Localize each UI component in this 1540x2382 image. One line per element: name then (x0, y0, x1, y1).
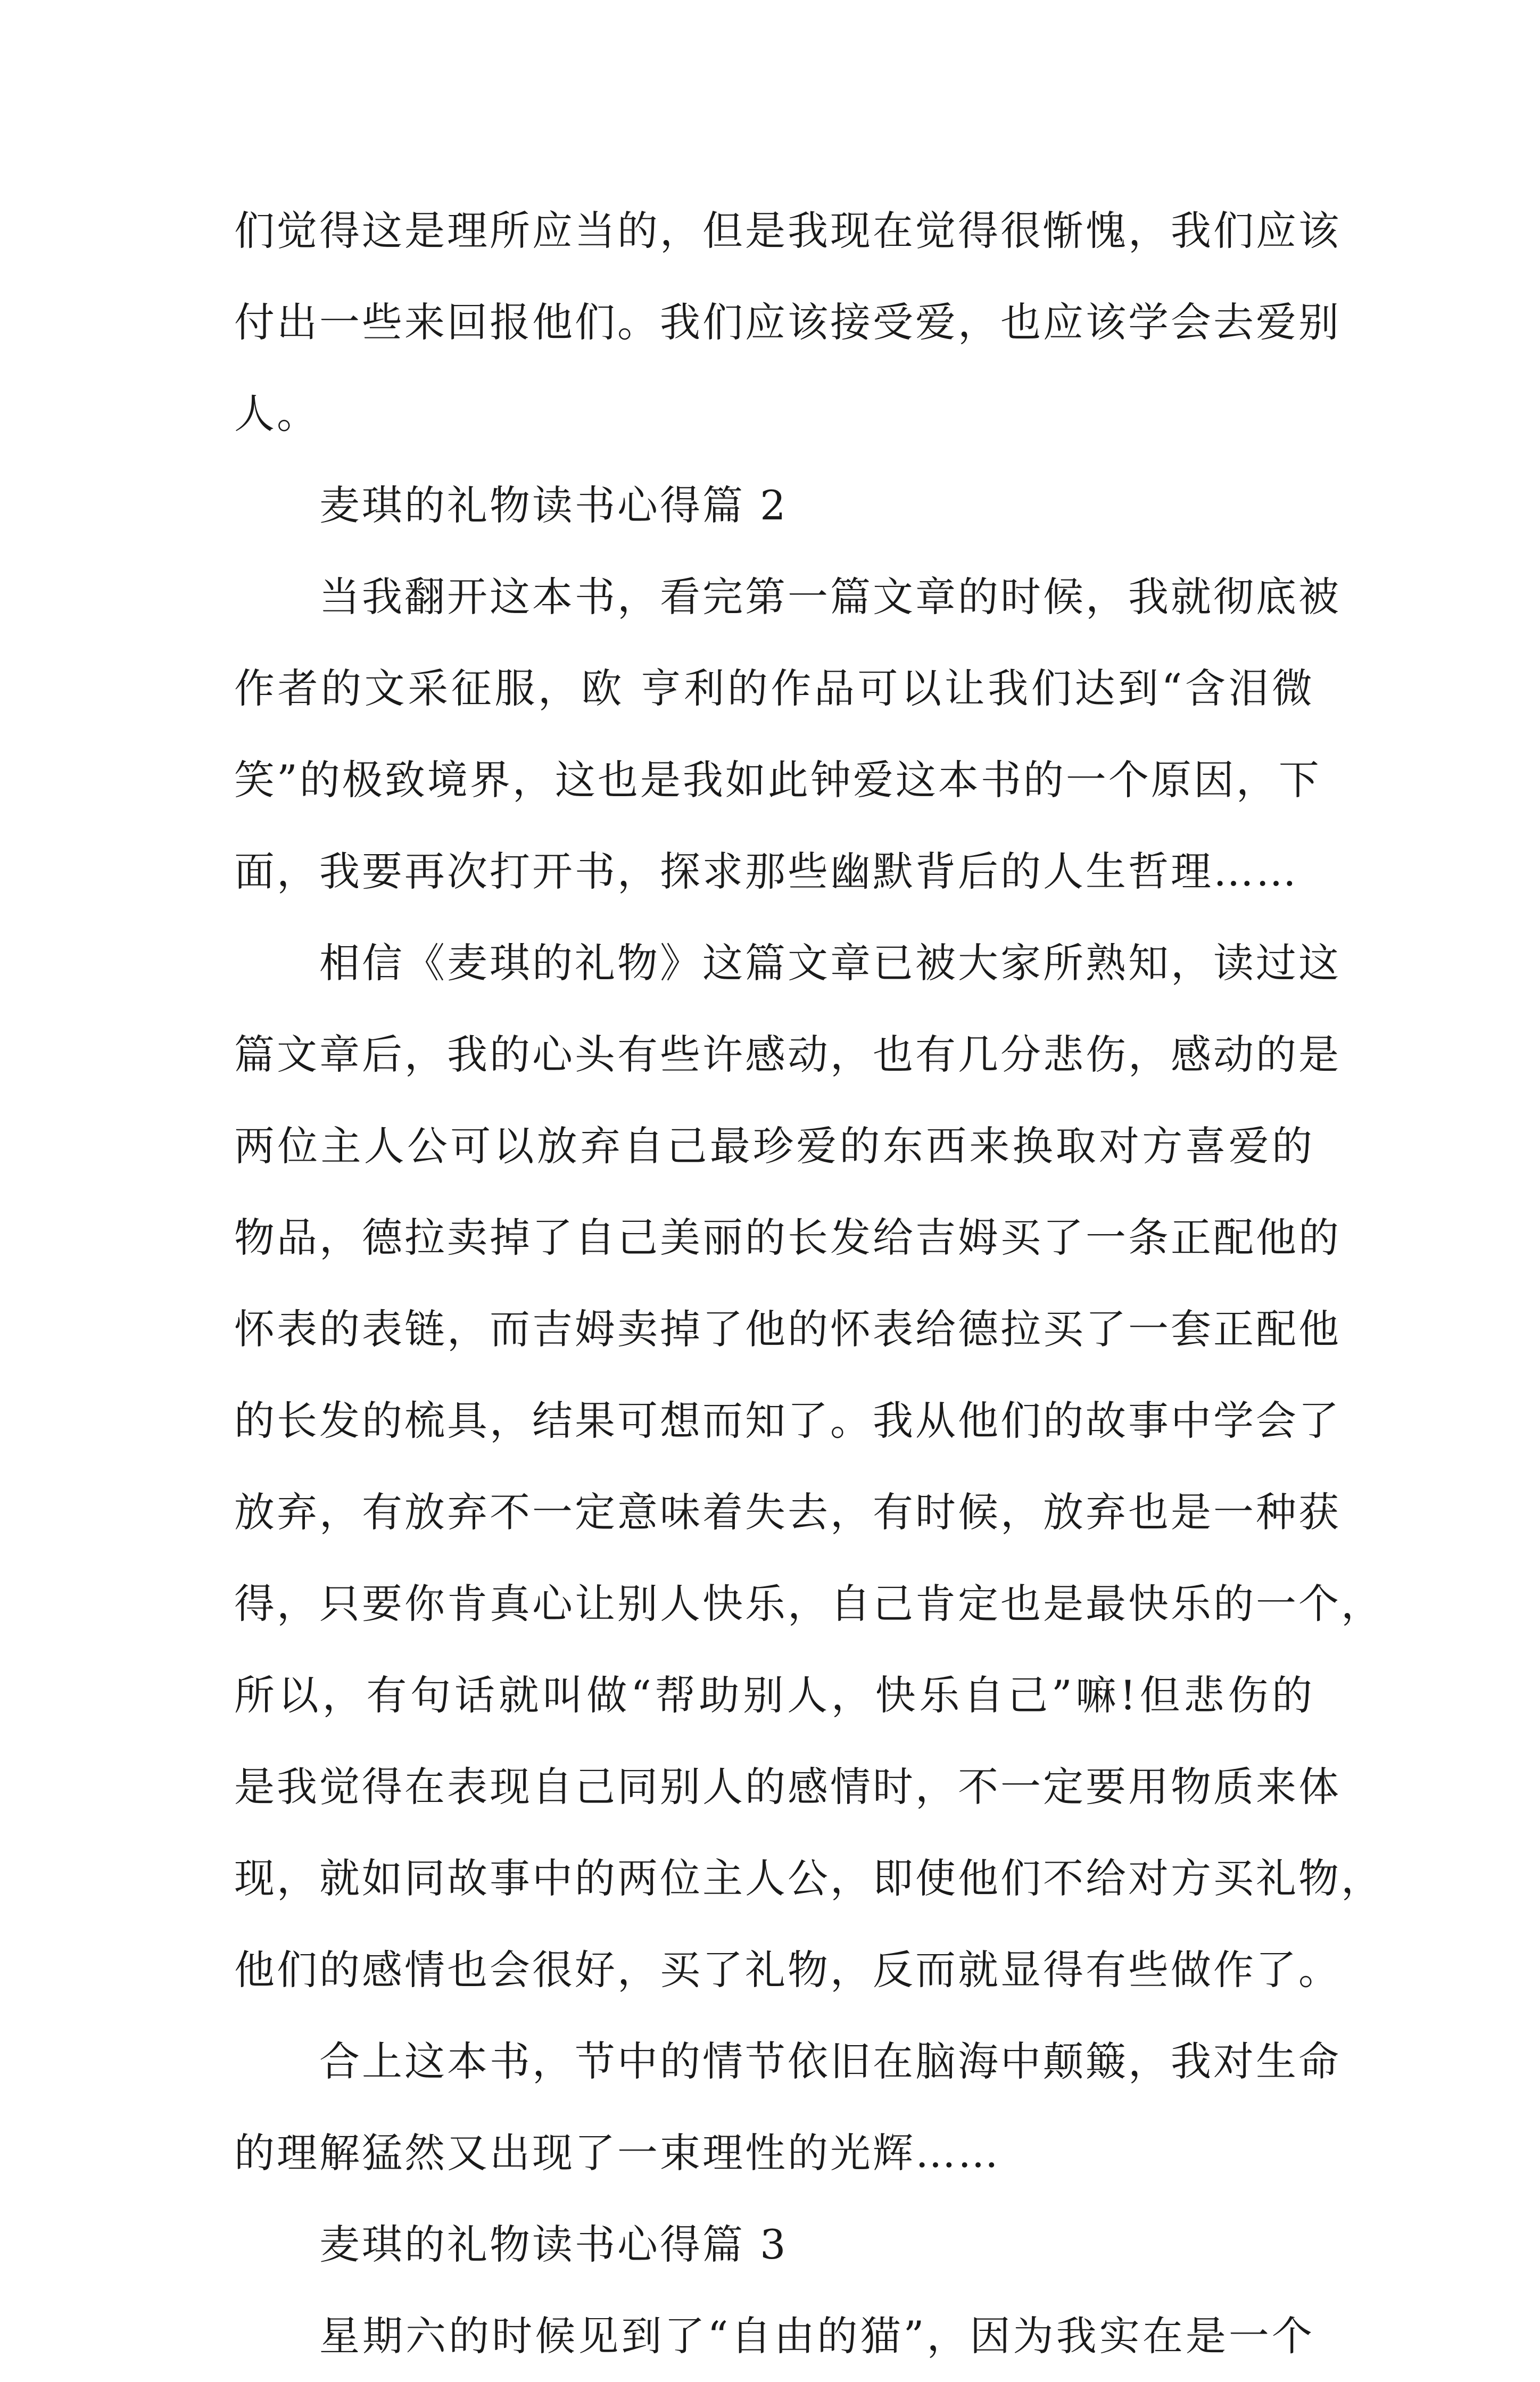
text-line: 两位主人公可以放弃自己最珍爱的东西来换取对方喜爱的 (234, 1122, 1314, 1170)
text-line: 所以，有句话就叫做“帮助别人，快乐自己”嘛!但悲伤的 (234, 1672, 1314, 1719)
text-line: 们觉得这是理所应当的，但是我现在觉得很惭愧，我们应该 (234, 207, 1341, 254)
text-line: 付出一些来回报他们。我们应该接受爱，也应该学会去爱别 (234, 299, 1341, 346)
text-line: 相信《麦琪的礼物》这篇文章已被大家所熟知，读过这 (319, 939, 1341, 987)
text-line: 怀表的表链，而吉姆卖掉了他的怀表给德拉买了一套正配他 (234, 1305, 1341, 1353)
text-line: 篇文章后，我的心头有些许感动，也有几分悲伤，感动的是 (234, 1031, 1341, 1078)
text-line: 现，就如同故事中的两位主人公，即使他们不给对方买礼物， (234, 1855, 1384, 1902)
text-line: 当我翻开这本书，看完第一篇文章的时候，我就彻底被 (319, 573, 1341, 621)
text-line: 麦琪的礼物读书心得篇 2 (319, 482, 788, 529)
text-line: 笑”的极致境界，这也是我如此钟爱这本书的一个原因，下 (234, 756, 1321, 804)
text-line: 物品，德拉卖掉了自己美丽的长发给吉姆买了一条正配他的 (234, 1214, 1341, 1261)
text-line: 的理解猛然又出现了一束理性的光辉…… (234, 2129, 1000, 2177)
text-line: 他们的感情也会很好，买了礼物，反而就显得有些做作了。 (234, 1946, 1341, 1994)
text-line: 星期六的时候见到了“自由的猫”，因为我实在是一个 (319, 2312, 1314, 2360)
text-line: 放弃，有放弃不一定意味着失去，有时候，放弃也是一种获 (234, 1488, 1341, 1536)
text-line: 是我觉得在表现自己同别人的感情时，不一定要用物质来体 (234, 1763, 1341, 1810)
text-line: 人。 (234, 390, 319, 437)
text-line: 作者的文采征服，欧 亨利的作品可以让我们达到“含泪微 (234, 665, 1314, 712)
document-body (234, 185, 1384, 2382)
text-line: 面，我要再次打开书，探求那些幽默背后的人生哲理…… (234, 848, 1298, 895)
text-line: 的长发的梳具，结果可想而知了。我从他们的故事中学会了 (234, 1397, 1341, 1444)
text-line: 合上这本书，节中的情节依旧在脑海中颠簸，我对生命 (319, 2038, 1341, 2085)
text-line: 麦琪的礼物读书心得篇 3 (319, 2221, 788, 2268)
text-line: 得，只要你肯真心让别人快乐，自己肯定也是最快乐的一个， (234, 1580, 1384, 1627)
